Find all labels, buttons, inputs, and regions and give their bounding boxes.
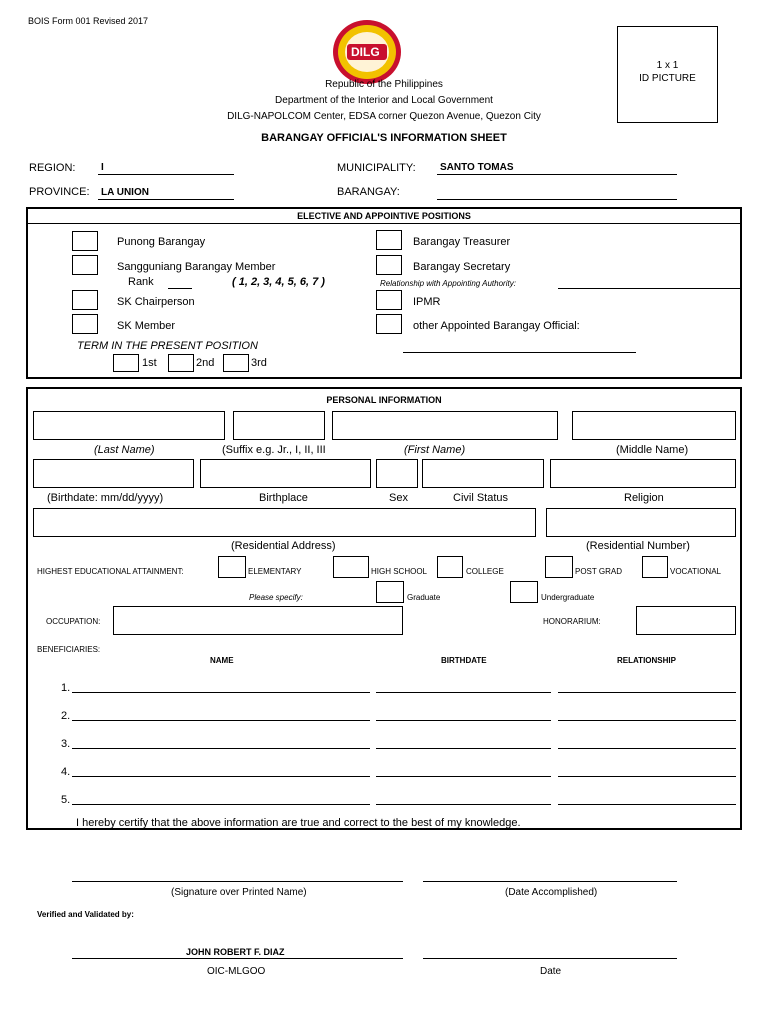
certification-text: I hereby certify that the above information are true and correct to the best of my knowledge. (76, 817, 521, 829)
dilg-logo (331, 18, 403, 86)
punong-barangay-label: Punong Barangay (117, 236, 206, 248)
middle-name-input[interactable] (572, 411, 736, 440)
punong-barangay-checkbox[interactable] (72, 231, 98, 251)
sk-member-checkbox[interactable] (72, 314, 98, 334)
date-accomplished-line[interactable] (423, 881, 677, 882)
treasurer-label: Barangay Treasurer (413, 236, 511, 248)
region-label: REGION: (29, 162, 76, 174)
region-value: I (101, 162, 104, 173)
header-republic: Republic of the Philippines (325, 79, 443, 90)
elementary-checkbox[interactable] (218, 556, 246, 578)
sk-chairperson-checkbox[interactable] (72, 290, 98, 310)
civil-status-input[interactable] (422, 459, 544, 488)
beneficiary-name-field[interactable] (72, 720, 370, 721)
region-field[interactable] (98, 174, 234, 175)
undergraduate-label: Undergraduate (541, 593, 595, 602)
last-name-label: (Last Name) (94, 444, 155, 456)
residential-address-input[interactable] (33, 508, 536, 537)
logo-text: DILG (351, 45, 380, 59)
positions-title-divider (26, 223, 742, 224)
occupation-label: OCCUPATION: (46, 617, 101, 626)
residential-number-input[interactable] (546, 508, 736, 537)
college-label: COLLEGE (466, 567, 504, 576)
college-checkbox[interactable] (437, 556, 463, 578)
header-address: DILG-NAPOLCOM Center, EDSA corner Quezon Avenue, Quezon City (227, 111, 541, 122)
high-school-label: HIGH SCHOOL (371, 567, 428, 576)
please-specify-label: Please specify: (249, 593, 303, 602)
birthdate-label: (Birthdate: mm/dd/yyyy) (47, 492, 164, 504)
last-name-input[interactable] (33, 411, 225, 440)
first-name-input[interactable] (332, 411, 558, 440)
beneficiary-row-number: 4. (61, 766, 71, 778)
other-appointed-field[interactable] (403, 352, 636, 353)
beneficiary-row-number: 5. (61, 794, 71, 806)
graduate-checkbox[interactable] (376, 581, 404, 603)
other-appointed-label: other Appointed Barangay Official: (413, 320, 580, 332)
verifier-position: OIC-MLGOO (207, 966, 266, 977)
id-picture-size: 1 x 1 (656, 60, 679, 71)
beneficiary-row-number: 2. (61, 710, 71, 722)
verifier-line[interactable] (72, 958, 403, 959)
high-school-checkbox[interactable] (333, 556, 369, 578)
vocational-checkbox[interactable] (642, 556, 668, 578)
ipmr-checkbox[interactable] (376, 290, 402, 310)
beneficiary-birthdate-field[interactable] (376, 692, 551, 693)
province-value: LA UNION (101, 187, 149, 198)
verified-label: Verified and Validated by: (37, 910, 134, 919)
municipality-value: SANTO TOMAS (440, 162, 514, 173)
beneficiary-relationship-field[interactable] (558, 748, 736, 749)
header-department: Department of the Interior and Local Government (275, 95, 493, 106)
municipality-label: MUNICIPALITY: (337, 162, 416, 174)
beneficiary-name-field[interactable] (72, 776, 370, 777)
term-2nd-label: 2nd (196, 357, 215, 369)
province-field[interactable] (98, 199, 234, 200)
secretary-label: Barangay Secretary (413, 261, 511, 273)
date-accomplished-label: (Date Accomplished) (505, 887, 598, 898)
beneficiary-row-number: 1. (61, 682, 71, 694)
occupation-input[interactable] (113, 606, 403, 635)
term-1st-label: 1st (142, 357, 157, 369)
term-label: TERM IN THE PRESENT POSITION (77, 340, 258, 352)
term-3rd-checkbox[interactable] (223, 354, 249, 372)
beneficiary-name-field[interactable] (72, 692, 370, 693)
beneficiary-relationship-header: RELATIONSHIP (617, 656, 676, 665)
verifier-name: JOHN ROBERT F. DIAZ (186, 947, 285, 957)
beneficiary-birthdate-header: BIRTHDATE (441, 656, 487, 665)
rank-field[interactable] (168, 288, 192, 289)
civil-status-label: Civil Status (453, 492, 509, 504)
beneficiary-birthdate-field[interactable] (376, 748, 551, 749)
beneficiaries-label: BENEFICIARIES: (37, 645, 101, 654)
ipmr-label: IPMR (413, 296, 441, 308)
education-label: HIGHEST EDUCATIONAL ATTAINMENT: (37, 567, 184, 576)
term-2nd-checkbox[interactable] (168, 354, 194, 372)
beneficiary-row-number: 3. (61, 738, 71, 750)
sk-chairperson-label: SK Chairperson (117, 296, 195, 308)
beneficiary-birthdate-field[interactable] (376, 720, 551, 721)
verifier-date-line[interactable] (423, 958, 677, 959)
id-picture-box[interactable] (617, 26, 718, 123)
religion-input[interactable] (550, 459, 736, 488)
other-appointed-checkbox[interactable] (376, 314, 402, 334)
post-grad-checkbox[interactable] (545, 556, 573, 578)
residential-number-label: (Residential Number) (586, 540, 690, 552)
beneficiary-relationship-field[interactable] (558, 776, 736, 777)
verifier-date-label: Date (540, 966, 562, 977)
page-title: BARANGAY OFFICIAL'S INFORMATION SHEET (261, 132, 507, 144)
elementary-label: ELEMENTARY (248, 567, 302, 576)
suffix-label: (Suffix e.g. Jr., I, II, III (222, 444, 326, 456)
relationship-field[interactable] (558, 288, 740, 289)
signature-label: (Signature over Printed Name) (171, 887, 307, 898)
post-grad-label: POST GRAD (575, 567, 622, 576)
term-3rd-label: 3rd (251, 357, 267, 369)
municipality-field[interactable] (437, 174, 677, 175)
suffix-input[interactable] (233, 411, 325, 440)
sex-input[interactable] (376, 459, 418, 488)
positions-title: ELECTIVE AND APPOINTIVE POSITIONS (297, 211, 471, 221)
sangguniang-member-checkbox[interactable] (72, 255, 98, 275)
birthplace-input[interactable] (200, 459, 371, 488)
term-1st-checkbox[interactable] (113, 354, 139, 372)
signature-line[interactable] (72, 881, 403, 882)
treasurer-checkbox[interactable] (376, 230, 402, 250)
beneficiary-birthdate-field[interactable] (376, 776, 551, 777)
vocational-label: VOCATIONAL (670, 567, 721, 576)
beneficiary-relationship-field[interactable] (558, 720, 736, 721)
sex-label: Sex (389, 492, 408, 504)
honorarium-label: HONORARIUM: (543, 617, 601, 626)
birthdate-input[interactable] (33, 459, 194, 488)
beneficiary-name-header: NAME (210, 656, 234, 665)
residential-address-label: (Residential Address) (231, 540, 336, 552)
secretary-checkbox[interactable] (376, 255, 402, 275)
birthplace-label: Birthplace (259, 492, 308, 504)
religion-label: Religion (624, 492, 664, 504)
form-code: BOIS Form 001 Revised 2017 (28, 16, 149, 26)
graduate-label: Graduate (407, 593, 441, 602)
undergraduate-checkbox[interactable] (510, 581, 538, 603)
sk-member-label: SK Member (117, 320, 176, 332)
barangay-label: BARANGAY: (337, 186, 400, 198)
first-name-label: (First Name) (404, 444, 466, 456)
beneficiary-relationship-field[interactable] (558, 804, 736, 805)
beneficiary-name-field[interactable] (72, 804, 370, 805)
beneficiary-relationship-field[interactable] (558, 692, 736, 693)
sangguniang-member-label: Sangguniang Barangay Member (117, 261, 276, 273)
barangay-field[interactable] (437, 199, 677, 200)
rank-values: ( 1, 2, 3, 4, 5, 6, 7 ) (232, 276, 325, 288)
beneficiary-birthdate-field[interactable] (376, 804, 551, 805)
province-label: PROVINCE: (29, 186, 90, 198)
honorarium-input[interactable] (636, 606, 736, 635)
relationship-label: Relationship with Appointing Authority: (380, 279, 516, 288)
rank-label: Rank (128, 276, 154, 288)
middle-name-label: (Middle Name) (616, 444, 689, 456)
personal-title: PERSONAL INFORMATION (326, 395, 442, 405)
beneficiary-name-field[interactable] (72, 748, 370, 749)
id-picture-label: ID PICTURE (639, 73, 696, 84)
